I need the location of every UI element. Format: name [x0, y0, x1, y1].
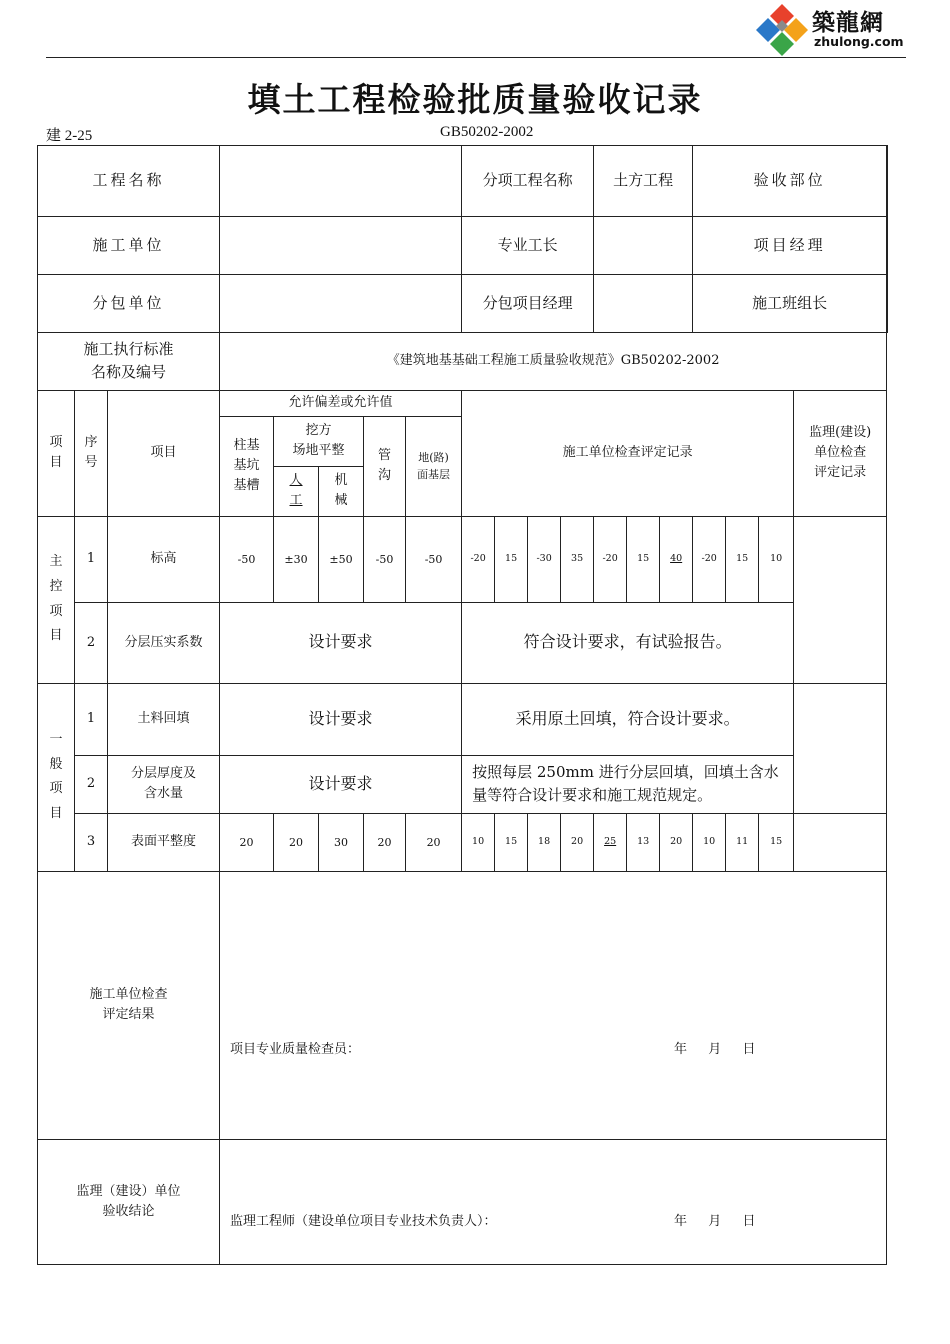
subcontractor-value[interactable]: [220, 274, 462, 332]
col-record: 施工单位检查评定记录: [462, 390, 794, 516]
conclusion-label: 监理（建设）单位 验收结论: [38, 1139, 220, 1264]
acceptance-part-label: 验收部位: [693, 146, 887, 217]
col-supervisor: 监理(建设) 单位检查 评定记录: [794, 390, 887, 516]
tol-value: ±30: [274, 516, 319, 602]
constructor-label: 施工单位: [38, 216, 220, 274]
main-row1-name: 标高: [108, 516, 220, 602]
col-tolerance: 允许偏差或允许值: [220, 390, 462, 416]
gen-row3-name: 表面平整度: [108, 813, 220, 871]
col-item-group: 项 目: [38, 390, 75, 516]
measure-value: 15: [759, 813, 794, 871]
inspection-form-table: [37, 145, 888, 1265]
gen-row2-record: 按照每层 250mm 进行分层回填，回填土含水 量等符合设计要求和施工规范规定。: [462, 755, 794, 813]
exec-standard-value: 《建筑地基基础工程施工质量验收规范》GB50202-2002: [220, 332, 887, 390]
measure-value: 13: [627, 813, 660, 871]
project-manager-value[interactable]: [887, 216, 888, 274]
gen-row2-seq: 2: [75, 755, 108, 813]
gen-row3-supervisor-cell[interactable]: [794, 813, 887, 871]
subcontractor-label: 分包单位: [38, 274, 220, 332]
measure-value: 10: [759, 516, 794, 602]
gen-row2-requirement: 设计要求: [220, 755, 462, 813]
main-supervisor-cell[interactable]: [794, 516, 887, 683]
logo-english-text: zhulong.com: [814, 34, 904, 49]
gen-row1-seq: 1: [75, 683, 108, 755]
measure-value-out-of-tolerance: 40: [660, 516, 693, 602]
tol-value: 20: [274, 813, 319, 871]
main-row2-seq: 2: [75, 602, 108, 683]
measure-value: 11: [726, 813, 759, 871]
tol-value: 20: [220, 813, 274, 871]
sub-pm-value[interactable]: [594, 274, 693, 332]
col-seq: 序 号: [75, 390, 108, 516]
tol-value: -50: [364, 516, 406, 602]
measure-value: -20: [462, 516, 495, 602]
page-title: 填土工程检验批质量验收记录: [247, 80, 703, 119]
team-leader-value[interactable]: [887, 274, 888, 332]
gen-row1-name: 土料回填: [108, 683, 220, 755]
tol-value: 30: [319, 813, 364, 871]
main-row1-seq: 1: [75, 516, 108, 602]
tol-value: 20: [406, 813, 462, 871]
form-number: 建 2-25: [46, 128, 93, 144]
tol-value: -50: [220, 516, 274, 602]
general-supervisor-cell[interactable]: [794, 683, 887, 813]
measure-value: 15: [726, 516, 759, 602]
gen-row3-seq: 3: [75, 813, 108, 871]
result-cell[interactable]: [220, 871, 887, 1139]
conclusion-date: 年 月 日: [674, 1213, 756, 1229]
project-name-value[interactable]: [220, 146, 462, 217]
measure-value: 15: [627, 516, 660, 602]
result-signature-label: 项目专业质量检查员：: [230, 1041, 361, 1057]
measure-value-out-of-tolerance: 25: [594, 813, 627, 871]
col-foundation-pit: 柱基 基坑 基槽: [220, 416, 274, 516]
foreman-label: 专业工长: [462, 216, 594, 274]
tol-value: -50: [406, 516, 462, 602]
gen-row1-requirement: 设计要求: [220, 683, 462, 755]
subproject-label: 分项工程名称: [462, 146, 594, 217]
col-machine: 机 械: [319, 466, 364, 516]
measure-value: 20: [660, 813, 693, 871]
measure-value: 35: [561, 516, 594, 602]
conclusion-signature-label: 监理工程师（建设单位项目专业技术负责人）：: [230, 1213, 497, 1229]
main-row2-requirement: 设计要求: [220, 602, 462, 683]
acceptance-part-value[interactable]: [887, 146, 888, 217]
main-row2-name: 分层压实系数: [108, 602, 220, 683]
measure-value: -30: [528, 516, 561, 602]
team-leader-label: 施工班组长: [693, 274, 887, 332]
tol-value: ±50: [319, 516, 364, 602]
constructor-value[interactable]: [220, 216, 462, 274]
measure-value: 15: [495, 516, 528, 602]
header-rule: [46, 57, 906, 58]
measure-value: 10: [462, 813, 495, 871]
project-manager-label: 项目经理: [693, 216, 887, 274]
project-name-label: 工程名称: [38, 146, 220, 217]
measure-value: 15: [495, 813, 528, 871]
sub-pm-label: 分包项目经理: [462, 274, 594, 332]
exec-standard-label: 施工执行标准 名称及编号: [38, 332, 220, 390]
measure-value: 18: [528, 813, 561, 871]
result-date: 年 月 日: [674, 1041, 756, 1057]
measure-value: 10: [693, 813, 726, 871]
col-manual: 人 工: [274, 466, 319, 516]
gen-row2-name: 分层厚度及 含水量: [108, 755, 220, 813]
col-excavation: 挖方 场地平整: [274, 416, 364, 466]
standard-code: GB50202-2002: [440, 124, 534, 140]
gen-row1-record: 采用原土回填，符合设计要求。: [462, 683, 794, 755]
subproject-value[interactable]: 土方工程: [594, 146, 693, 217]
result-label: 施工单位检查 评定结果: [38, 871, 220, 1139]
tol-value: 20: [364, 813, 406, 871]
col-pipe-trench: 管 沟: [364, 416, 406, 516]
col-item: 项目: [108, 390, 220, 516]
measure-value: -20: [594, 516, 627, 602]
main-row2-record: 符合设计要求，有试验报告。: [462, 602, 794, 683]
logo-chinese-text: 築龍網: [812, 10, 884, 36]
general-items-group: 一 般 项 目: [38, 683, 75, 871]
col-road-base: 地(路) 面基层: [406, 416, 462, 516]
conclusion-cell[interactable]: [220, 1139, 887, 1264]
main-items-group: 主 控 项 目: [38, 516, 75, 683]
measure-value: -20: [693, 516, 726, 602]
measure-value: 20: [561, 813, 594, 871]
foreman-value[interactable]: [594, 216, 693, 274]
